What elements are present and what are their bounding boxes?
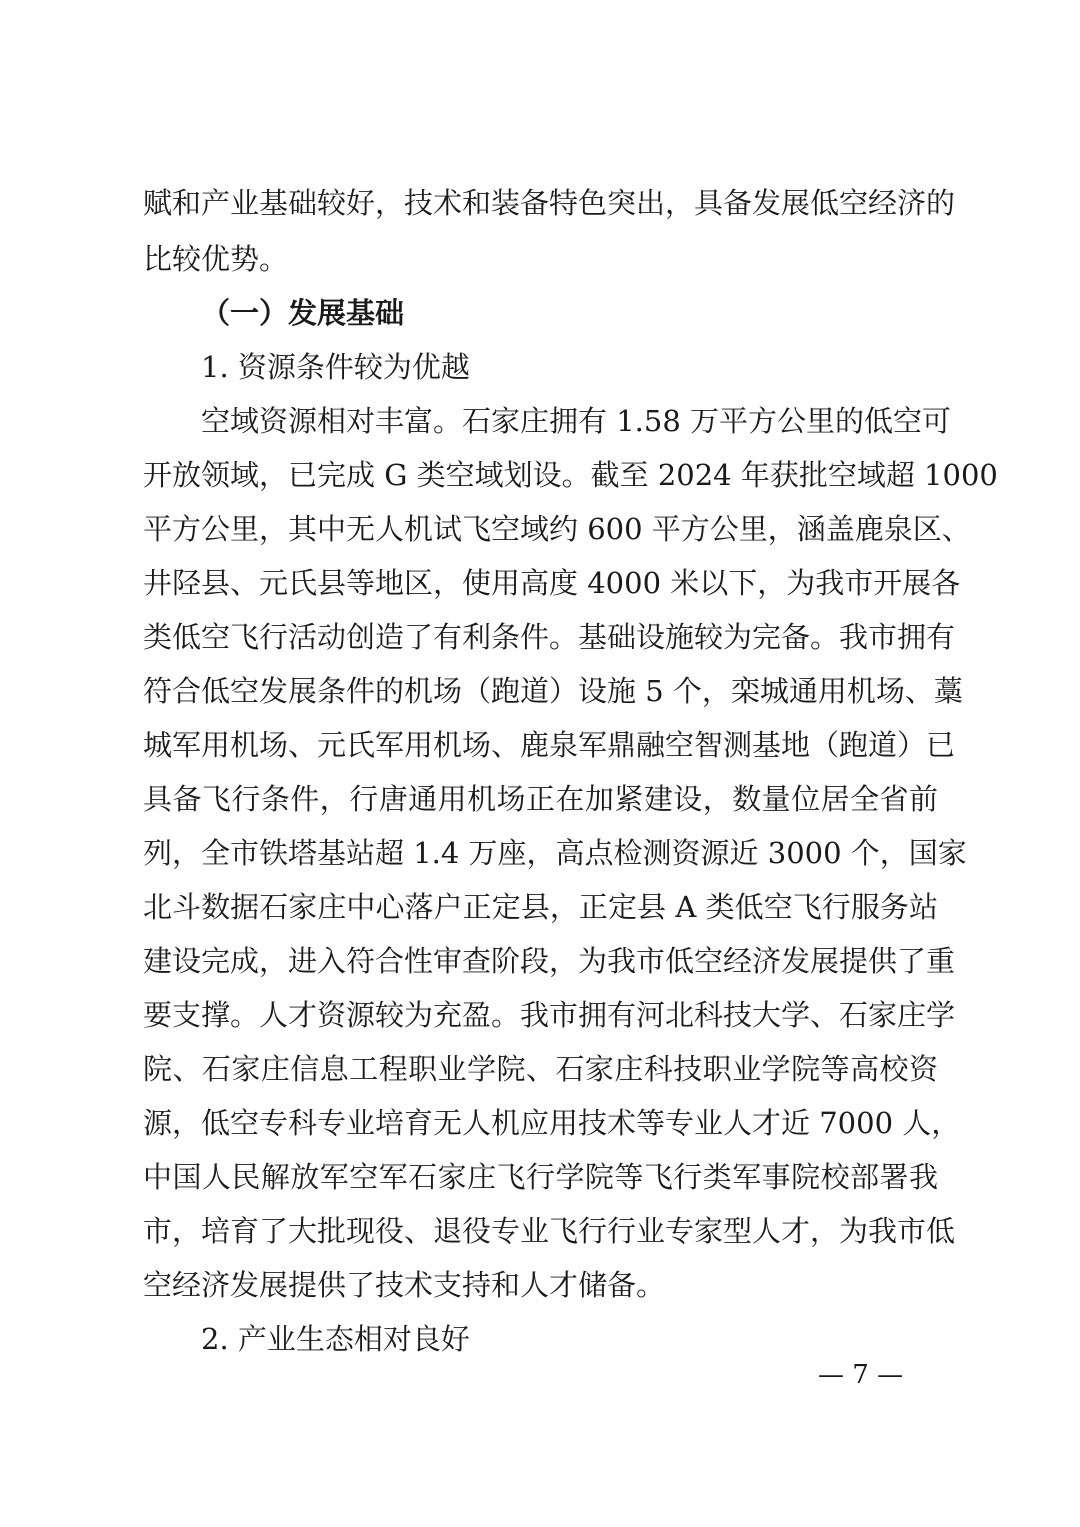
body-text-line: 列，全市铁塔基站超 1.4 万座，高点检测资源近 3000 个，国家 [143,836,967,870]
body-text-line: 要支撑。人才资源较为充盈。我市拥有河北科技大学、石家庄学 [143,998,956,1032]
body-text-line: 平方公里，其中无人机试飞空域约 600 平方公里，涵盖鹿泉区、 [143,512,971,546]
body-text-line: 井陉县、元氏县等地区，使用高度 4000 米以下，为我市开展各 [143,566,961,600]
body-text-line: 院、石家庄信息工程职业学院、石家庄科技职业学院等高校资 [143,1052,938,1086]
section-heading: （一）发展基础 [201,296,405,330]
body-text-line: 符合低空发展条件的机场（跑道）设施 5 个，栾城通用机场、藁 [143,674,963,708]
body-text-line: 类低空飞行活动创造了有利条件。基础设施较为完备。我市拥有 [143,620,956,654]
body-text-line: 市，培育了大批现役、退役专业飞行行业专家型人才，为我市低 [143,1214,956,1248]
body-text-line: 源，低空专科专业培育无人机应用技术等专业人才近 7000 人， [143,1106,961,1140]
body-text-line: 具备飞行条件，行唐通用机场正在加紧建设，数量位居全省前 [143,782,938,816]
body-text-line: 北斗数据石家庄中心落户正定县，正定县 A 类低空飞行服务站 [143,890,938,924]
body-text-line: 赋和产业基础较好，技术和装备特色突出，具备发展低空经济的 [143,186,956,220]
body-text-line: 空域资源相对丰富。石家庄拥有 1.58 万平方公里的低空可 [201,404,952,438]
body-text-line: 开放领域，已完成 G 类空域划设。截至 2024 年获批空域超 1000 [143,458,998,492]
body-text-line: 中国人民解放军空军石家庄飞行学院等飞行类军事院校部署我 [143,1160,938,1194]
body-text-line: 比较优势。 [143,242,289,276]
body-text-line: 空经济发展提供了技术支持和人才储备。 [143,1268,666,1302]
body-text-line: 城军用机场、元氏军用机场、鹿泉军鼎融空智测基地（跑道）已 [143,728,956,762]
subsection-heading: 2. 产业生态相对良好 [201,1322,470,1356]
page-number: — 7 — [818,1360,904,1390]
body-text-line: 建设完成，进入符合性审查阶段，为我市低空经济发展提供了重 [143,944,956,978]
subsection-heading: 1. 资源条件较为优越 [201,350,470,384]
